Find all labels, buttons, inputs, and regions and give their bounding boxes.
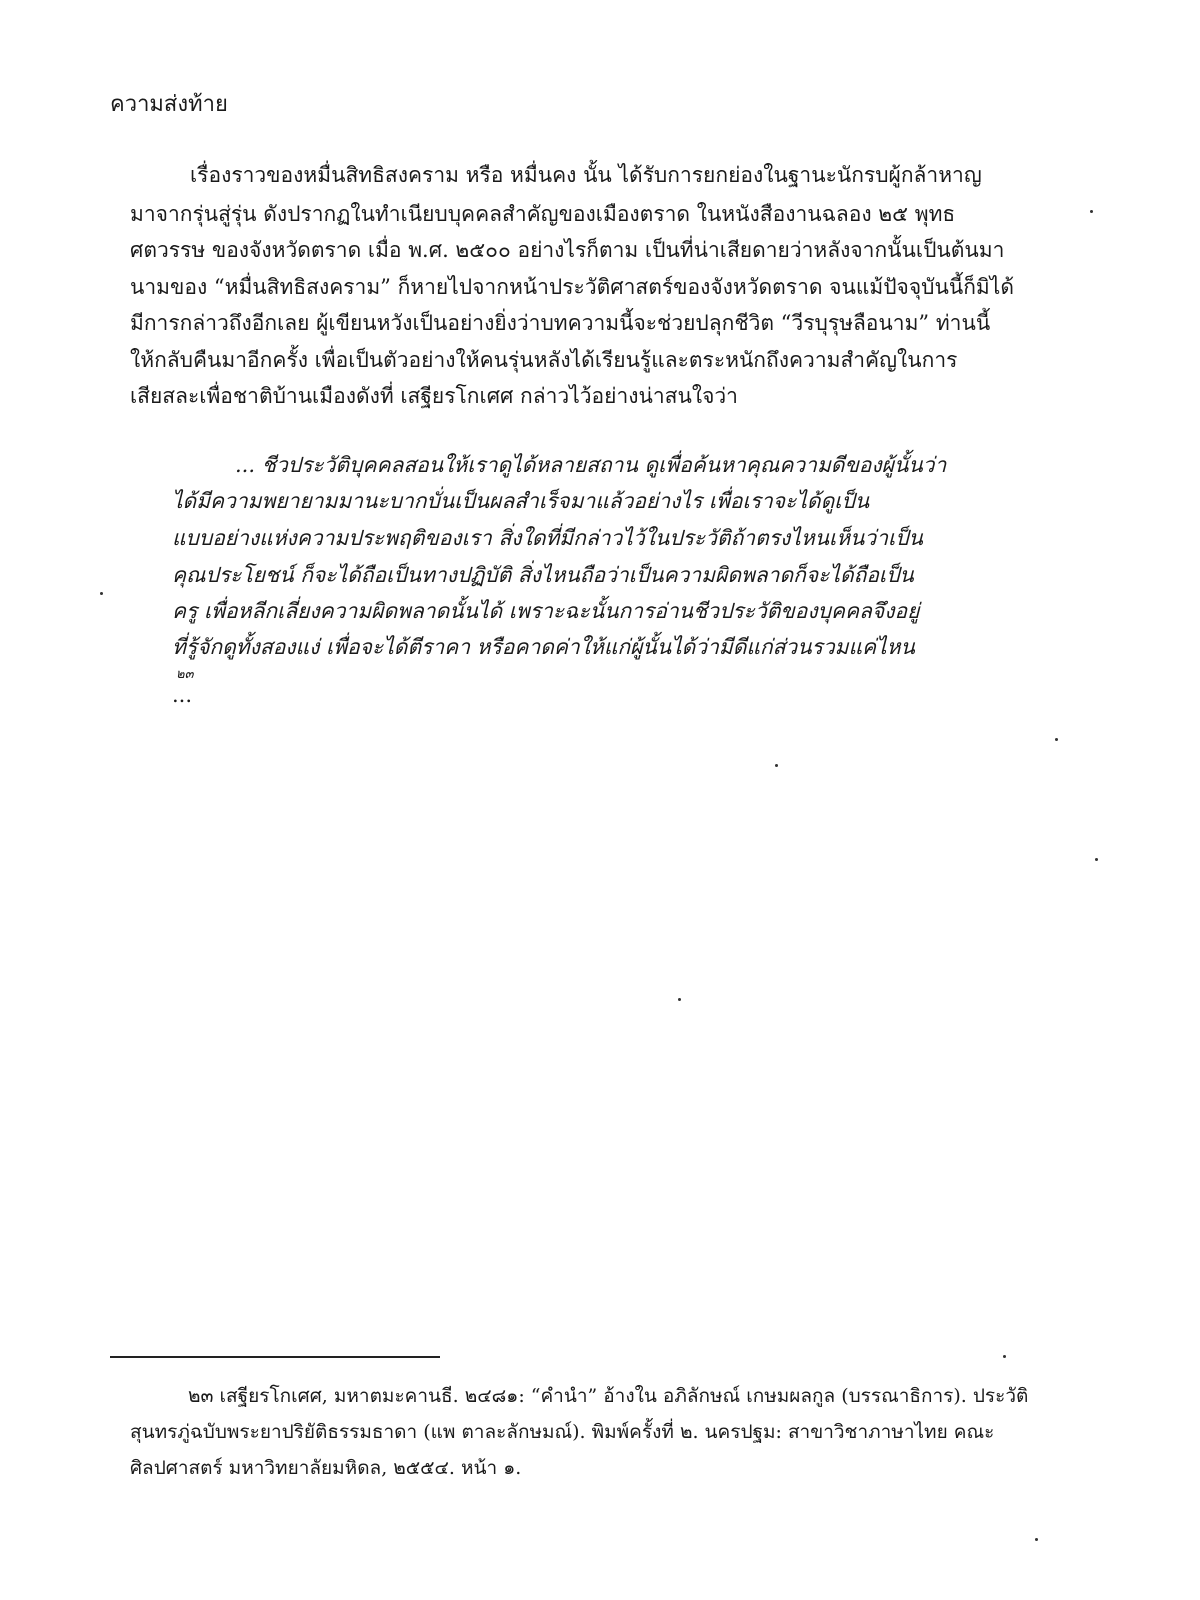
quote-line: ครู เพื่อหลีกเลี่ยงความผิดพลาดนั้นได้ เพราะฉะนั้นการอ่านชีวประวัติของบุคคลจึงอยู่ (172, 599, 920, 623)
scan-speck (775, 764, 778, 767)
scan-speck (1095, 858, 1098, 861)
scan-speck (1035, 1538, 1038, 1541)
section-heading: ความส่งท้าย (110, 92, 228, 117)
body-line: เรื่องราวของหมื่นสิทธิสงคราม หรือ หมื่นคง นั้น ได้รับการยกย่องในฐานะนักรบผู้กล้าหาญ (190, 163, 982, 187)
scan-speck (1055, 738, 1058, 741)
quote-ellipsis: ... (172, 683, 193, 707)
quote-line: คุณประโยชน์ ก็จะได้ถือเป็นทางปฏิบัติ สิ่งไหนถือว่าเป็นความผิดพลาดก็จะได้ถือเป็น (172, 563, 914, 587)
quote-line: แบบอย่างแห่งความประพฤติของเรา สิ่งใดที่มีกล่าวไว้ในประวัติถ้าตรงไหนเห็นว่าเป็น (172, 526, 923, 550)
quote-line: ... ชีวประวัติบุคคลสอนให้เราดูได้หลายสถาน ดูเพื่อค้นหาคุณความดีของผู้นั้นว่า (235, 453, 947, 477)
footnote-divider (110, 1356, 440, 1358)
quote-line: ได้มีความพยายามมานะบากบั่นเป็นผลสำเร็จมาแล้วอย่างไร เพื่อเราจะได้ดูเป็น (172, 489, 870, 513)
body-line: นามของ “หมื่นสิทธิสงคราม” ก็หายไปจากหน้าประวัติศาสตร์ของจังหวัดตราด จนแม้ปัจจุบันนี้ก็มิได้ (130, 275, 1014, 299)
body-line: มีการกล่าวถึงอีกเลย ผู้เขียนหวังเป็นอย่างยิ่งว่าบทความนี้จะช่วยปลุกชีวิต “วีรบุรุษลือนาม” ท่านนี้ (130, 311, 991, 335)
footnote-line: ศิลปศาสตร์ มหาวิทยาลัยมหิดล, ๒๕๕๔. หน้า ๑. (130, 1457, 522, 1479)
body-line: มาจากรุ่นสู่รุ่น ดังปรากฏในทำเนียบบุคคลสำคัญของเมืองตราด ในหนังสืองานฉลอง ๒๕ พุทธ (130, 202, 956, 226)
body-line: เสียสละเพื่อชาติบ้านเมืองดังที่ เสฐียรโกเศศ กล่าวไว้อย่างน่าสนใจว่า (130, 384, 738, 408)
scan-speck (678, 998, 681, 1001)
footnote-line: ๒๓ เสฐียรโกเศศ, มหาตมะคานธี. ๒๔๘๑: “คำนำ” อ้างใน อภิลักษณ์ เกษมผลกูล (บรรณาธิการ). ประวัติ (188, 1385, 1029, 1407)
scan-speck (100, 592, 103, 595)
body-line: ให้กลับคืนมาอีกครั้ง เพื่อเป็นตัวอย่างให้คนรุ่นหลังได้เรียนรู้และตระหนักถึงความสำคัญในการ (130, 348, 958, 372)
scan-speck (1090, 210, 1093, 213)
footnote-reference-mark: ๒๓ (176, 667, 194, 682)
quote-line: ที่รู้จักดูทั้งสองแง่ เพื่อจะได้ตีราคา หรือคาดค่าให้แก่ผู้นั้นได้ว่ามีดีแก่ส่วนรวมแค่ไหน (172, 635, 915, 659)
footnote-line: สุนทรภู่ฉบับพระยาปริยัติธรรมธาดา (แพ ตาละลักษมณ์). พิมพ์ครั้งที่ ๒. นครปฐม: สาขาวิชาภาษาไทย คณะ (130, 1421, 995, 1443)
body-line: ศตวรรษ ของจังหวัดตราด เมื่อ พ.ศ. ๒๕๐๐ อย่างไรก็ตาม เป็นที่น่าเสียดายว่าหลังจากนั้นเป็นต้นมา (130, 238, 1005, 262)
scan-speck (1003, 1355, 1006, 1358)
